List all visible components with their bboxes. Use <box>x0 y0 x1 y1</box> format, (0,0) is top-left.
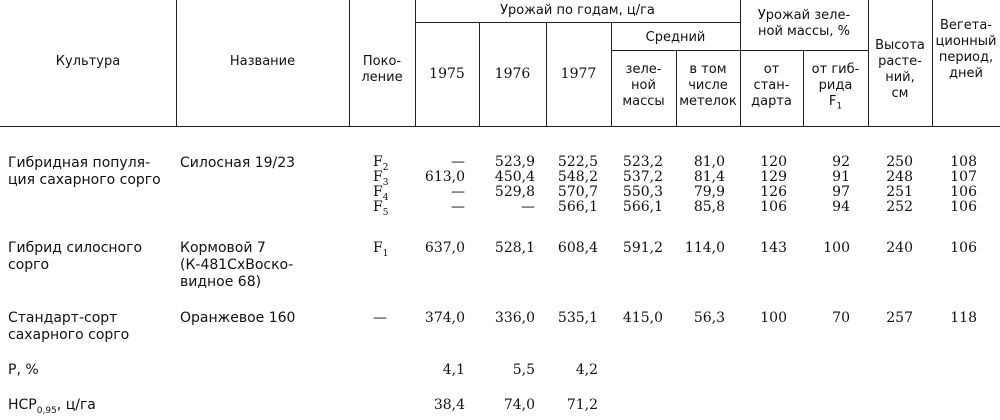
header-yield-group: Урожай по годам, ц/га <box>500 3 655 18</box>
value-cell: 566,1 <box>557 199 598 215</box>
value-cell: 336,0 <box>494 310 535 326</box>
row1-culture: Гибридная популя- ция сахарного сорго <box>8 155 161 188</box>
header-green-mass: Урожай зеле- ной массы, % <box>757 8 851 39</box>
value-cell: 374,0 <box>424 310 465 326</box>
value-cell: 566,1 <box>622 199 663 215</box>
value-cell: 535,1 <box>557 310 598 326</box>
header-year-1977: 1977 <box>560 66 597 82</box>
header-generation: Поко- ление <box>361 54 403 85</box>
header-rule <box>740 50 868 51</box>
value-cell: 415,0 <box>622 310 663 326</box>
generation-cell: $F_1$ <box>373 240 389 259</box>
row1-name: Силосная 19/23 <box>180 155 296 171</box>
header-bottom-rule <box>0 126 1000 127</box>
value-cell: 106 <box>760 199 787 215</box>
header-year-1975: 1975 <box>429 66 465 82</box>
row3-culture: Стандарт-сорт сахарного сорго <box>8 310 130 343</box>
value-cell: 108 <box>950 154 977 170</box>
header-from-standard: от стан- дарта <box>751 62 792 109</box>
value-cell: 100 <box>760 310 787 326</box>
value-cell: 537,2 <box>622 169 663 185</box>
value-cell: 97 <box>832 184 850 200</box>
header-rule <box>415 22 740 23</box>
value-cell: 613,0 <box>424 169 465 185</box>
value-cell: 528,1 <box>494 240 535 256</box>
generation-cell: $F_5$ <box>373 199 389 218</box>
value-cell: 81,4 <box>693 169 725 185</box>
value-cell: 70 <box>832 310 850 326</box>
value-cell: 56,3 <box>693 310 725 326</box>
value-cell: 570,7 <box>557 184 598 200</box>
value-cell: 126 <box>760 184 787 200</box>
value-cell: 74,0 <box>503 397 535 413</box>
value-cell: 550,3 <box>622 184 663 200</box>
value-cell: 118 <box>950 310 977 326</box>
value-cell: 523,9 <box>494 154 535 170</box>
value-cell: 529,8 <box>494 184 535 200</box>
value-cell: 4,2 <box>575 362 598 378</box>
value-cell: 71,2 <box>566 397 598 413</box>
value-cell: 522,5 <box>557 154 598 170</box>
hcp-label: $НСР_{0,95}$, ц/га <box>8 397 96 416</box>
header-year-1976: 1976 <box>494 66 531 82</box>
value-cell: 106 <box>950 184 977 200</box>
header-avg-panicle: в том числе метелок <box>679 62 737 109</box>
header-height: Высота расте- ний, см <box>875 38 925 101</box>
value-cell: 106 <box>950 199 977 215</box>
value-cell: 91 <box>832 169 850 185</box>
p-label: P, % <box>8 362 39 378</box>
row2-culture: Гибрид силосного сорго <box>8 240 143 273</box>
value-cell: 114,0 <box>684 240 725 256</box>
header-vegetation: Вегета- ционный период, дней <box>935 18 997 81</box>
value-cell: 81,0 <box>693 154 725 170</box>
value-cell: 523,2 <box>622 154 663 170</box>
header-avg-green: зеле- ной массы <box>622 62 665 109</box>
value-cell: 143 <box>760 240 787 256</box>
value-cell: 5,5 <box>512 362 535 378</box>
value-cell: 38,4 <box>433 397 465 413</box>
generation-cell: $F_4$ <box>373 184 389 203</box>
value-cell: 250 <box>886 154 913 170</box>
header-average: Средний <box>645 30 706 45</box>
value-cell: — <box>451 199 465 215</box>
header-culture: Культура <box>55 54 121 69</box>
header-name: Название <box>229 54 296 69</box>
value-cell: 257 <box>886 310 913 326</box>
generation-cell: $F_3$ <box>373 169 389 188</box>
value-cell: 591,2 <box>622 240 663 256</box>
value-cell: — <box>451 184 465 200</box>
value-cell: 252 <box>886 199 913 215</box>
value-cell: 608,4 <box>557 240 598 256</box>
value-cell: 79,9 <box>693 184 725 200</box>
value-cell: 548,2 <box>557 169 598 185</box>
row2-name: Кормовой 7 (К-481СхВоско- видное 68) <box>180 240 294 290</box>
value-cell: 4,1 <box>442 362 465 378</box>
value-cell: 100 <box>823 240 850 256</box>
row3-name: Оранжевое 160 <box>180 310 296 326</box>
value-cell: 85,8 <box>693 199 725 215</box>
value-cell: 92 <box>832 154 850 170</box>
value-cell: 240 <box>886 240 913 256</box>
header-rule <box>611 50 740 51</box>
value-cell: 120 <box>760 154 787 170</box>
value-cell: 94 <box>832 199 850 215</box>
value-cell: 129 <box>760 169 787 185</box>
value-cell: 248 <box>886 169 913 185</box>
value-cell: 637,0 <box>424 240 465 256</box>
value-cell: — <box>521 199 535 215</box>
value-cell: 251 <box>886 184 913 200</box>
generation-cell: $F_2$ <box>373 154 389 173</box>
value-cell: 106 <box>950 240 977 256</box>
generation-cell: — <box>373 310 387 326</box>
value-cell: 450,4 <box>494 169 535 185</box>
value-cell: 107 <box>950 169 977 185</box>
value-cell: — <box>451 154 465 170</box>
header-from-hybrid: от гиб- рида $F_1$ <box>811 62 860 112</box>
